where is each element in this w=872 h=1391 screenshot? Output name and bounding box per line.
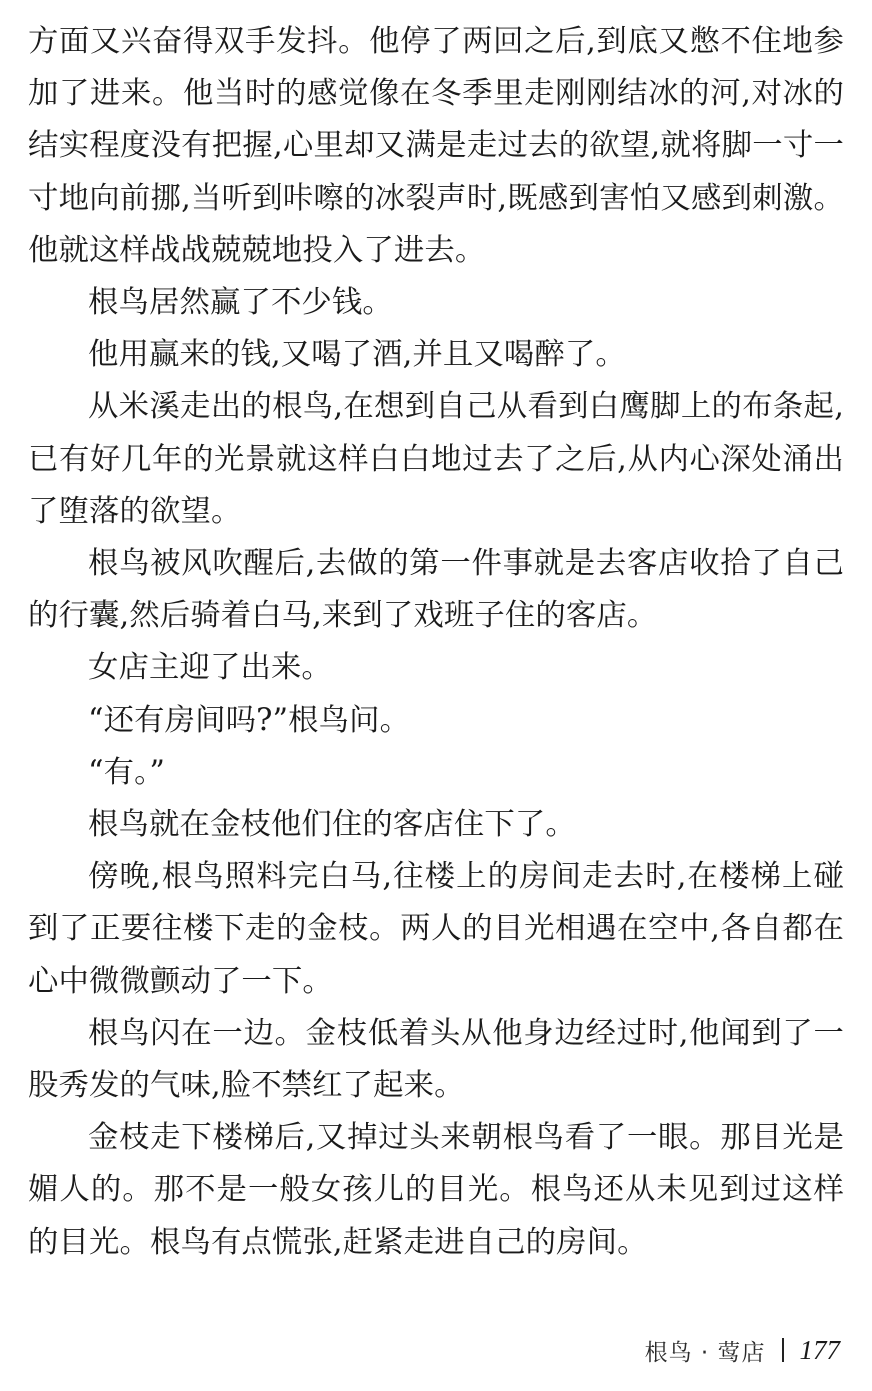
running-head: 根鸟 · 莺店 <box>644 1339 766 1366</box>
paragraph: 金枝走下楼梯后,又掉过头来朝根鸟看了一眼。那目光是媚人的。那不是一般女孩儿的目光。根鸟还从未见到过这样的目光。根鸟有点慌张,赶紧走进自己的房间。 <box>28 1120 844 1260</box>
paragraph: 从米溪走出的根鸟,在想到自己从看到白鹰脚上的布条起,已有好几年的光景就这样白白地过去了之后,从内心深处涌出了堕落的欲望。 <box>28 389 844 529</box>
paragraph: 根鸟被风吹醒后,去做的第一件事就是去客店收拾了自己的行囊,然后骑着白马,来到了戏班子住的客店。 <box>28 546 844 634</box>
page-footer <box>645 1330 840 1370</box>
paragraph: 他用赢来的钱,又喝了酒,并且又喝醉了。 <box>88 337 626 373</box>
paragraph: 女店主迎了出来。 <box>88 650 332 686</box>
paragraph: 根鸟居然赢了不少钱。 <box>88 285 393 321</box>
dialogue-paragraph: “有。” <box>88 754 166 790</box>
paragraph: 傍晚,根鸟照料完白马,往楼上的房间走去时,在楼梯上碰到了正要往楼下走的金枝。两人的目光相遇在空中,各自都在心中微微颤动了一下。 <box>28 859 844 999</box>
dialogue-paragraph: “还有房间吗?”根鸟问。 <box>88 702 411 738</box>
paragraph: 根鸟闪在一边。金枝低着头从他身边经过时,他闻到了一股秀发的气味,脸不禁红了起来。 <box>28 1015 844 1104</box>
paragraph-continued: 方面又兴奋得双手发抖。他停了两回之后,到底又憋不住地参加了进来。他当时的感觉像在冬季里走刚刚结冰的河,对冰的结实程度没有把握,心里却又满是走过去的欲望,就将脚一寸一寸地向前挪,当听到咔嚓的冰裂声时,既感到害怕又感到刺激。他就这样战战兢兢地投入了进去。 <box>28 24 844 268</box>
page-number: 177 <box>799 1334 840 1365</box>
body-text <box>28 16 844 1269</box>
footer-divider <box>782 1338 784 1362</box>
paragraph: 根鸟就在金枝他们住的客店住下了。 <box>88 807 576 843</box>
